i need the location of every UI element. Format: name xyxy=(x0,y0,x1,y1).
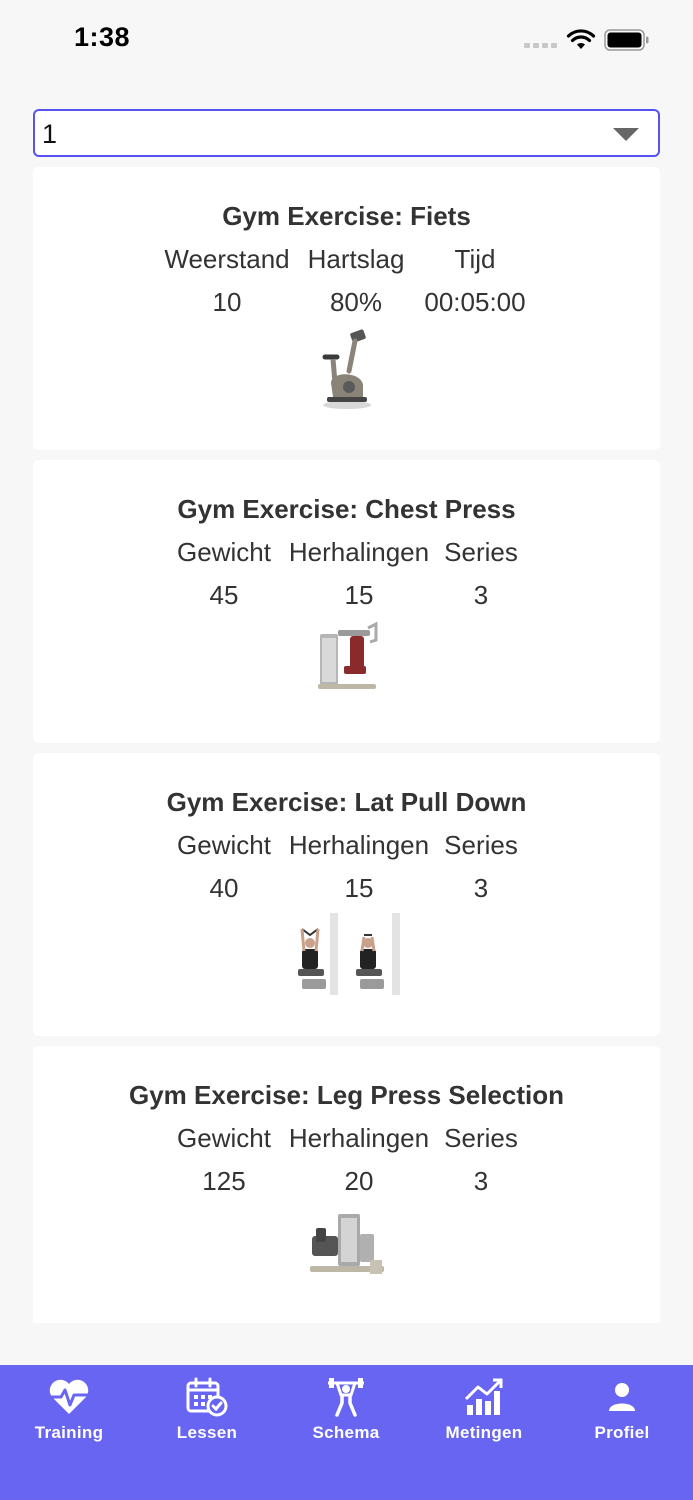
cellular-signal-icon xyxy=(524,43,557,48)
exercise-value: 10 xyxy=(212,287,242,317)
exercise-label: Series xyxy=(444,537,518,567)
exercise-label: Gewicht xyxy=(177,537,271,567)
exercise-card xyxy=(33,167,660,450)
exercise-label: Herhalingen xyxy=(288,830,430,860)
exercise-title: Gym Exercise: Lat Pull Down xyxy=(166,787,527,817)
exercise-label: Gewicht xyxy=(177,1123,271,1153)
exercise-image xyxy=(33,1206,660,1278)
dropdown-arrow-icon[interactable] xyxy=(613,128,639,141)
user-icon xyxy=(600,1377,644,1417)
exercise-title: Gym Exercise: Fiets xyxy=(222,201,471,231)
exercise-label: Hartslag xyxy=(307,244,405,274)
exercise-label: Herhalingen xyxy=(288,1123,430,1153)
wifi-icon xyxy=(566,29,596,51)
exercise-value: 20 xyxy=(344,1166,374,1196)
tab-bar xyxy=(0,1365,693,1500)
tab-lessen[interactable] xyxy=(138,1365,276,1455)
tab-label: Metingen xyxy=(445,1423,523,1442)
lat-pull-down-icon xyxy=(288,913,406,997)
schema-select-value: 1 xyxy=(42,119,58,149)
exercise-value: 40 xyxy=(209,873,239,903)
exercise-value: 125 xyxy=(202,1166,246,1196)
tab-label: Lessen xyxy=(176,1423,238,1442)
tab-label: Training xyxy=(34,1423,104,1442)
exercise-image xyxy=(33,327,660,411)
exercise-label: Herhalingen xyxy=(288,537,430,567)
battery-icon xyxy=(604,29,650,51)
exercise-value: 45 xyxy=(209,580,239,610)
exercise-label: Tijd xyxy=(454,244,496,274)
tab-profiel[interactable] xyxy=(553,1365,691,1455)
exercise-label: Series xyxy=(444,1123,518,1153)
tab-label: Profiel xyxy=(594,1423,650,1442)
exercise-card xyxy=(33,1046,660,1323)
exercise-image xyxy=(33,913,660,997)
chest-press-machine-icon xyxy=(314,620,380,692)
exercise-value: 15 xyxy=(344,873,374,903)
exercise-title: Gym Exercise: Chest Press xyxy=(177,494,516,524)
exercise-card xyxy=(33,460,660,743)
exercise-value: 15 xyxy=(344,580,374,610)
exercise-label: Series xyxy=(444,830,518,860)
exercise-bike-icon xyxy=(317,327,377,411)
exercise-value: 3 xyxy=(473,580,489,610)
status-bar xyxy=(0,0,693,80)
exercise-label: Weerstand xyxy=(164,244,290,274)
tab-metingen[interactable] xyxy=(415,1365,553,1455)
exercise-image xyxy=(33,620,660,692)
exercise-value: 3 xyxy=(473,873,489,903)
exercise-value: 00:05:00 xyxy=(424,287,526,317)
tab-label: Schema xyxy=(312,1423,380,1442)
tab-schema[interactable] xyxy=(277,1365,415,1455)
exercise-title: Gym Exercise: Leg Press Selection xyxy=(129,1080,564,1110)
weightlifter-icon xyxy=(324,1377,368,1417)
chart-growth-icon xyxy=(462,1377,506,1417)
leg-press-machine-icon xyxy=(308,1206,386,1278)
exercise-value: 3 xyxy=(473,1166,489,1196)
calendar-check-icon xyxy=(185,1377,229,1417)
exercise-label: Gewicht xyxy=(177,830,271,860)
schema-select[interactable] xyxy=(33,109,660,157)
heart-pulse-icon xyxy=(47,1377,91,1417)
status-time: 1:38 xyxy=(74,22,131,52)
tab-training[interactable] xyxy=(0,1365,138,1455)
exercise-card xyxy=(33,753,660,1036)
exercise-value: 80% xyxy=(329,287,383,317)
